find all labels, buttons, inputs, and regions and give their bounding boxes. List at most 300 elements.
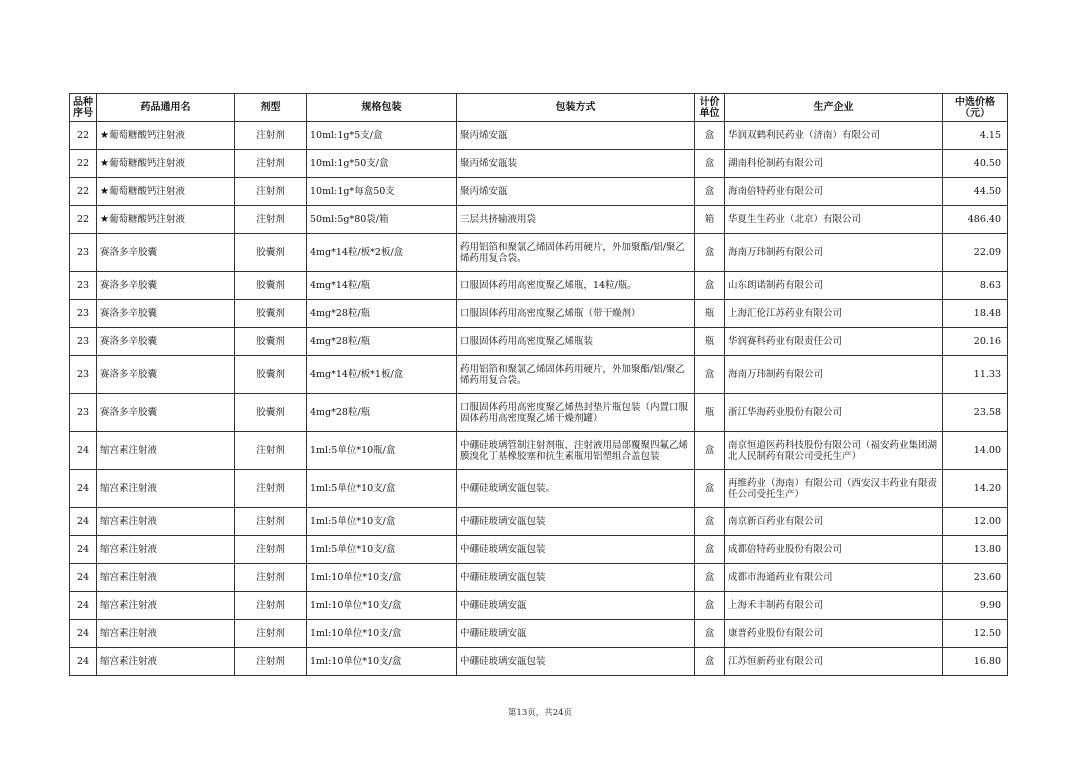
price-unit (695, 592, 725, 620)
star-icon: ★ (100, 158, 109, 169)
selected-price (943, 150, 1008, 178)
row-number (70, 234, 97, 272)
price-unit (695, 508, 725, 536)
selected-price-text: 44.50 (973, 186, 1001, 197)
dosage-form (235, 620, 307, 648)
pack-method-text: 中硼硅玻璃安瓿包装 (460, 516, 546, 527)
row-number (70, 394, 97, 432)
spec-pack-text: 4mg*28粒/瓶 (310, 336, 371, 347)
drug-name (97, 328, 235, 356)
row-number-text: 24 (76, 628, 90, 639)
pack-method (457, 234, 695, 272)
pack-method (457, 536, 695, 564)
page-number: 第13页，共24页 (507, 708, 573, 718)
dosage-form (235, 394, 307, 432)
pack-method (457, 592, 695, 620)
pack-method-text: 聚丙烯安瓿 (460, 186, 508, 197)
row-number (70, 328, 97, 356)
dosage-form (235, 234, 307, 272)
manufacturer (725, 122, 943, 150)
table-row (70, 234, 1008, 272)
pack-method (457, 508, 695, 536)
price-unit-text: 盒 (704, 544, 715, 555)
spec-pack-text: 1ml:10单位*10支/盒 (310, 656, 402, 667)
price-unit (695, 356, 725, 394)
header-no: 品种 序号 (70, 94, 97, 122)
row-number (70, 122, 97, 150)
pack-method-text: 中硼硅玻璃安瓿包装 (460, 544, 546, 555)
price-unit (695, 272, 725, 300)
row-number-text: 24 (76, 516, 90, 527)
manufacturer-text: 南京新百药业有限公司 (728, 516, 824, 527)
manufacturer-text: 海南万玮制药有限公司 (728, 369, 824, 380)
drug-name-text: 葡萄糖酸钙注射液 (108, 130, 185, 141)
dosage-form (235, 206, 307, 234)
dosage-form-text: 注射剂 (256, 158, 285, 169)
row-number-text: 23 (76, 369, 90, 380)
manufacturer-text: 湖南科伦制药有限公司 (728, 158, 824, 169)
manufacturer-text: 康普药业股份有限公司 (728, 628, 824, 639)
row-number-text: 24 (76, 445, 90, 456)
pack-method (457, 394, 695, 432)
header-spec: 规格包装 (307, 94, 457, 122)
selected-price-text: 40.50 (973, 158, 1001, 169)
spec-pack (307, 394, 457, 432)
table-row (70, 432, 1008, 470)
row-number-text: 23 (76, 280, 90, 291)
manufacturer-text: 上海禾丰制药有限公司 (728, 600, 824, 611)
star-icon: ★ (100, 214, 109, 225)
spec-pack-text: 4mg*14粒/板*2板/盒 (310, 247, 404, 258)
drug-name (97, 648, 235, 676)
dosage-form-text: 胶囊剂 (256, 336, 285, 347)
drug-name-text: 赛洛多辛胶囊 (100, 280, 158, 291)
price-unit (695, 394, 725, 432)
price-unit-text: 盒 (704, 572, 715, 583)
spec-pack (307, 178, 457, 206)
spec-pack-text: 4mg*14粒/瓶 (310, 280, 371, 291)
dosage-form (235, 178, 307, 206)
selected-price-text: 20.16 (973, 336, 1001, 347)
manufacturer-text: 海南万玮制药有限公司 (728, 247, 824, 258)
price-unit (695, 328, 725, 356)
spec-pack (307, 300, 457, 328)
price-unit-text: 瓶 (704, 308, 715, 319)
table-row (70, 150, 1008, 178)
spec-pack (307, 356, 457, 394)
manufacturer-text: 成都市海通药业有限公司 (728, 572, 833, 583)
price-unit-text: 瓶 (704, 336, 715, 347)
manufacturer-text: 再维药业（海南）有限公司（西安汉丰药业有限责任公司受托生产） (728, 477, 938, 500)
spec-pack (307, 536, 457, 564)
dosage-form-text: 胶囊剂 (256, 280, 285, 291)
table-row (70, 592, 1008, 620)
pack-method (457, 356, 695, 394)
dosage-form (235, 508, 307, 536)
pack-method-text: 口服固体药用高密度聚乙烯瓶（带干燥剂） (460, 308, 641, 319)
row-number-text: 23 (76, 336, 90, 347)
spec-pack (307, 328, 457, 356)
manufacturer (725, 178, 943, 206)
selected-price (943, 620, 1008, 648)
price-unit-text: 盒 (704, 656, 715, 667)
header-maker: 生产企业 (725, 94, 943, 122)
dosage-form-text: 注射剂 (256, 130, 285, 141)
selected-price (943, 564, 1008, 592)
dosage-form (235, 300, 307, 328)
price-unit (695, 206, 725, 234)
manufacturer-text: 成都倍特药业股份有限公司 (728, 544, 843, 555)
pack-method-text: 中硼硅玻璃管制注射剂瓶、注射液用局部覆聚四氟乙烯膜溴化丁基橡胶塞和抗生素瓶用铝塑组合盖包装 (460, 439, 689, 462)
spec-pack (307, 122, 457, 150)
spec-pack (307, 620, 457, 648)
selected-price-text: 12.50 (973, 628, 1001, 639)
drug-name-text: 缩宫素注射液 (100, 656, 158, 667)
pack-method (457, 564, 695, 592)
selected-price (943, 122, 1008, 150)
manufacturer (725, 564, 943, 592)
dosage-form (235, 470, 307, 508)
drug-name-text: 缩宫素注射液 (100, 516, 158, 527)
dosage-form (235, 122, 307, 150)
selected-price (943, 648, 1008, 676)
selected-price (943, 300, 1008, 328)
selected-price-text: 23.58 (973, 407, 1001, 418)
row-number (70, 206, 97, 234)
selected-price (943, 356, 1008, 394)
manufacturer-text: 海南倍特药业有限公司 (728, 186, 824, 197)
dosage-form-text: 胶囊剂 (256, 407, 285, 418)
selected-price-text: 4.15 (979, 130, 1001, 141)
pack-method-text: 口服固体药用高密度聚乙烯热封垫片瓶包装（内置口服固体药用高密度聚乙烯干燥剂罐） (460, 401, 689, 424)
drug-name-text: 缩宫素注射液 (100, 628, 158, 639)
row-number-text: 24 (76, 483, 90, 494)
selected-price (943, 272, 1008, 300)
header-price: 中选价格 （元） (943, 94, 1008, 122)
drug-name (97, 234, 235, 272)
price-unit (695, 178, 725, 206)
price-unit (695, 648, 725, 676)
drug-name-text: 赛洛多辛胶囊 (100, 369, 158, 380)
dosage-form-text: 胶囊剂 (256, 308, 285, 319)
spec-pack-text: 1ml:5单位*10支/盒 (310, 544, 396, 555)
row-number (70, 178, 97, 206)
price-unit-text: 盒 (704, 158, 715, 169)
row-number-text: 23 (76, 247, 90, 258)
table-row (70, 206, 1008, 234)
pack-method (457, 206, 695, 234)
header-pack: 包装方式 (457, 94, 695, 122)
row-number-text: 22 (76, 214, 90, 225)
selected-price-text: 9.90 (979, 600, 1001, 611)
spec-pack (307, 564, 457, 592)
selected-price-text: 18.48 (973, 308, 1001, 319)
row-number-text: 24 (76, 656, 90, 667)
drug-name (97, 272, 235, 300)
row-number (70, 536, 97, 564)
table-row (70, 272, 1008, 300)
selected-price-text: 8.63 (979, 280, 1001, 291)
selected-price-text: 14.00 (973, 445, 1001, 456)
dosage-form-text: 注射剂 (256, 214, 285, 225)
price-unit-text: 盒 (704, 130, 715, 141)
spec-pack-text: 1ml:10单位*10支/盒 (310, 600, 402, 611)
table-row (70, 394, 1008, 432)
selected-price (943, 432, 1008, 470)
pack-method (457, 328, 695, 356)
selected-price (943, 536, 1008, 564)
dosage-form (235, 150, 307, 178)
drug-name-text: 缩宫素注射液 (100, 544, 158, 555)
dosage-form (235, 356, 307, 394)
row-number (70, 648, 97, 676)
pack-method-text: 中硼硅玻璃安瓿包装 (460, 572, 546, 583)
spec-pack (307, 150, 457, 178)
table-row (70, 122, 1008, 150)
price-unit-text: 箱 (704, 214, 715, 225)
manufacturer-text: 南京恒道医药科技股份有限公司（福安药业集团湖北人民制药有限公司受托生产） (728, 439, 938, 462)
spec-pack (307, 648, 457, 676)
drug-name (97, 564, 235, 592)
drug-name (97, 470, 235, 508)
price-unit (695, 300, 725, 328)
drug-name (97, 592, 235, 620)
row-number (70, 564, 97, 592)
manufacturer-text: 江苏恒新药业有限公司 (728, 656, 824, 667)
selected-price-text: 22.09 (973, 247, 1001, 258)
drug-name (97, 178, 235, 206)
dosage-form-text: 注射剂 (256, 516, 285, 527)
selected-price-text: 16.80 (973, 656, 1001, 667)
table-row (70, 620, 1008, 648)
pack-method-text: 药用铝箔和聚氯乙烯固体药用硬片，外加聚酯/铝/聚乙烯药用复合袋。 (460, 363, 685, 386)
pack-method-text: 三层共挤输液用袋 (460, 214, 537, 225)
manufacturer (725, 648, 943, 676)
header-row (70, 94, 1008, 122)
spec-pack (307, 470, 457, 508)
table-row (70, 508, 1008, 536)
dosage-form (235, 648, 307, 676)
selected-price (943, 592, 1008, 620)
table-row (70, 328, 1008, 356)
manufacturer-text: 上海汇伦江苏药业有限公司 (728, 308, 843, 319)
row-number (70, 592, 97, 620)
drug-name (97, 620, 235, 648)
price-unit-text: 盒 (704, 186, 715, 197)
dosage-form-text: 注射剂 (256, 628, 285, 639)
table-row (70, 564, 1008, 592)
spec-pack (307, 508, 457, 536)
spec-pack (307, 592, 457, 620)
dosage-form-text: 注射剂 (256, 445, 285, 456)
manufacturer (725, 150, 943, 178)
spec-pack-text: 4mg*28粒/瓶 (310, 407, 371, 418)
row-number (70, 508, 97, 536)
selected-price (943, 178, 1008, 206)
selected-price-text: 14.20 (973, 483, 1001, 494)
selected-price (943, 470, 1008, 508)
manufacturer (725, 620, 943, 648)
manufacturer (725, 234, 943, 272)
drug-name (97, 356, 235, 394)
pack-method (457, 272, 695, 300)
drug-name (97, 394, 235, 432)
manufacturer-text: 浙江华海药业股份有限公司 (728, 407, 843, 418)
header-name: 药品通用名 (97, 94, 235, 122)
pack-method (457, 178, 695, 206)
pack-method-text: 口服固体药用高密度聚乙烯瓶，14粒/瓶。 (460, 280, 637, 291)
pack-method-text: 中硼硅玻璃安瓿 (460, 628, 527, 639)
table-row (70, 470, 1008, 508)
dosage-form (235, 592, 307, 620)
dosage-form (235, 432, 307, 470)
manufacturer-text: 华夏生生药业（北京）有限公司 (728, 214, 862, 225)
drug-name-text: 赛洛多辛胶囊 (100, 247, 158, 258)
manufacturer (725, 300, 943, 328)
pack-method (457, 122, 695, 150)
manufacturer (725, 206, 943, 234)
pack-method-text: 聚丙烯安瓿装 (460, 158, 518, 169)
dosage-form (235, 564, 307, 592)
price-unit-text: 盒 (704, 369, 715, 380)
pack-method (457, 620, 695, 648)
price-unit-text: 瓶 (704, 407, 715, 418)
drug-name (97, 432, 235, 470)
pack-method-text: 中硼硅玻璃安瓿包装。 (460, 483, 556, 494)
drug-name-text: 葡萄糖酸钙注射液 (108, 214, 185, 225)
price-unit (695, 432, 725, 470)
pack-method (457, 470, 695, 508)
row-number-text: 23 (76, 407, 90, 418)
row-number-text: 24 (76, 544, 90, 555)
selected-price-text: 12.00 (973, 516, 1001, 527)
row-number-text: 22 (76, 186, 90, 197)
manufacturer (725, 328, 943, 356)
manufacturer (725, 592, 943, 620)
drug-name-text: 葡萄糖酸钙注射液 (108, 158, 185, 169)
spec-pack-text: 4mg*14粒/板*1板/盒 (310, 369, 404, 380)
price-unit (695, 150, 725, 178)
price-unit-text: 盒 (704, 445, 715, 456)
drug-name-text: 缩宫素注射液 (100, 445, 158, 456)
price-unit (695, 620, 725, 648)
header-form: 剂型 (235, 94, 307, 122)
manufacturer (725, 432, 943, 470)
price-unit (695, 122, 725, 150)
table-row (70, 178, 1008, 206)
pack-method-text: 中硼硅玻璃安瓿 (460, 600, 527, 611)
row-number (70, 300, 97, 328)
manufacturer-text: 华润双鹤利民药业（济南）有限公司 (728, 130, 881, 141)
drug-name (97, 300, 235, 328)
table-row (70, 300, 1008, 328)
table-row (70, 648, 1008, 676)
price-unit-text: 盒 (704, 628, 715, 639)
row-number-text: 22 (76, 130, 90, 141)
price-unit (695, 564, 725, 592)
table-body (70, 122, 1008, 676)
row-number (70, 620, 97, 648)
manufacturer (725, 356, 943, 394)
dosage-form-text: 注射剂 (256, 186, 285, 197)
dosage-form-text: 注射剂 (256, 572, 285, 583)
selected-price (943, 508, 1008, 536)
manufacturer (725, 508, 943, 536)
price-unit-text: 盒 (704, 280, 715, 291)
manufacturer-text: 华润赛科药业有限责任公司 (728, 336, 843, 347)
dosage-form-text: 注射剂 (256, 483, 285, 494)
price-unit-text: 盒 (704, 516, 715, 527)
dosage-form-text: 注射剂 (256, 600, 285, 611)
selected-price (943, 206, 1008, 234)
price-unit-text: 盒 (704, 600, 715, 611)
selected-price-text: 13.80 (973, 544, 1001, 555)
header-unit: 计价 单位 (695, 94, 725, 122)
manufacturer (725, 536, 943, 564)
spec-pack-text: 1ml:5单位*10瓶/盒 (310, 445, 396, 456)
selected-price-text: 23.60 (973, 572, 1001, 583)
drug-name (97, 206, 235, 234)
spec-pack-text: 10ml:1g*50支/盒 (310, 158, 389, 169)
drug-name (97, 536, 235, 564)
pack-method-text: 中硼硅玻璃安瓿包装 (460, 656, 546, 667)
pack-method (457, 432, 695, 470)
selected-price (943, 394, 1008, 432)
dosage-form (235, 272, 307, 300)
drug-name-text: 缩宫素注射液 (100, 572, 158, 583)
price-unit (695, 234, 725, 272)
selected-price-text: 486.40 (967, 214, 1001, 225)
pack-method-text: 聚丙烯安瓿 (460, 130, 508, 141)
pack-method-text: 口服固体药用高密度聚乙烯瓶装 (460, 336, 594, 347)
dosage-form (235, 536, 307, 564)
selected-price-text: 11.33 (973, 369, 1001, 380)
drug-name-text: 葡萄糖酸钙注射液 (108, 186, 185, 197)
drug-name-text: 缩宫素注射液 (100, 483, 158, 494)
drug-name-text: 赛洛多辛胶囊 (100, 407, 158, 418)
price-unit (695, 470, 725, 508)
row-number (70, 150, 97, 178)
spec-pack-text: 1ml:5单位*10支/盒 (310, 483, 396, 494)
pack-method-text: 药用铝箔和聚氯乙烯固体药用硬片，外加聚酯/铝/聚乙烯药用复合袋。 (460, 241, 685, 264)
spec-pack-text: 10ml:1g*每盒50支 (310, 186, 395, 197)
dosage-form-text: 胶囊剂 (256, 247, 285, 258)
star-icon: ★ (100, 186, 109, 197)
manufacturer-text: 山东朗诺制药有限公司 (728, 280, 824, 291)
table-row (70, 356, 1008, 394)
drug-name-text: 缩宫素注射液 (100, 600, 158, 611)
pack-method (457, 150, 695, 178)
dosage-form-text: 注射剂 (256, 656, 285, 667)
drug-name-text: 赛洛多辛胶囊 (100, 336, 158, 347)
spec-pack-text: 10ml:1g*5支/盒 (310, 130, 383, 141)
price-unit-text: 盒 (704, 483, 715, 494)
spec-pack-text: 1ml:10单位*10支/盒 (310, 628, 402, 639)
row-number (70, 470, 97, 508)
row-number (70, 432, 97, 470)
price-unit-text: 盒 (704, 247, 715, 258)
spec-pack-text: 1ml:10单位*10支/盒 (310, 572, 402, 583)
spec-pack (307, 234, 457, 272)
row-number (70, 356, 97, 394)
row-number (70, 272, 97, 300)
pack-method (457, 648, 695, 676)
drug-name (97, 150, 235, 178)
selected-price (943, 234, 1008, 272)
manufacturer (725, 470, 943, 508)
drug-name (97, 122, 235, 150)
row-number-text: 23 (76, 308, 90, 319)
